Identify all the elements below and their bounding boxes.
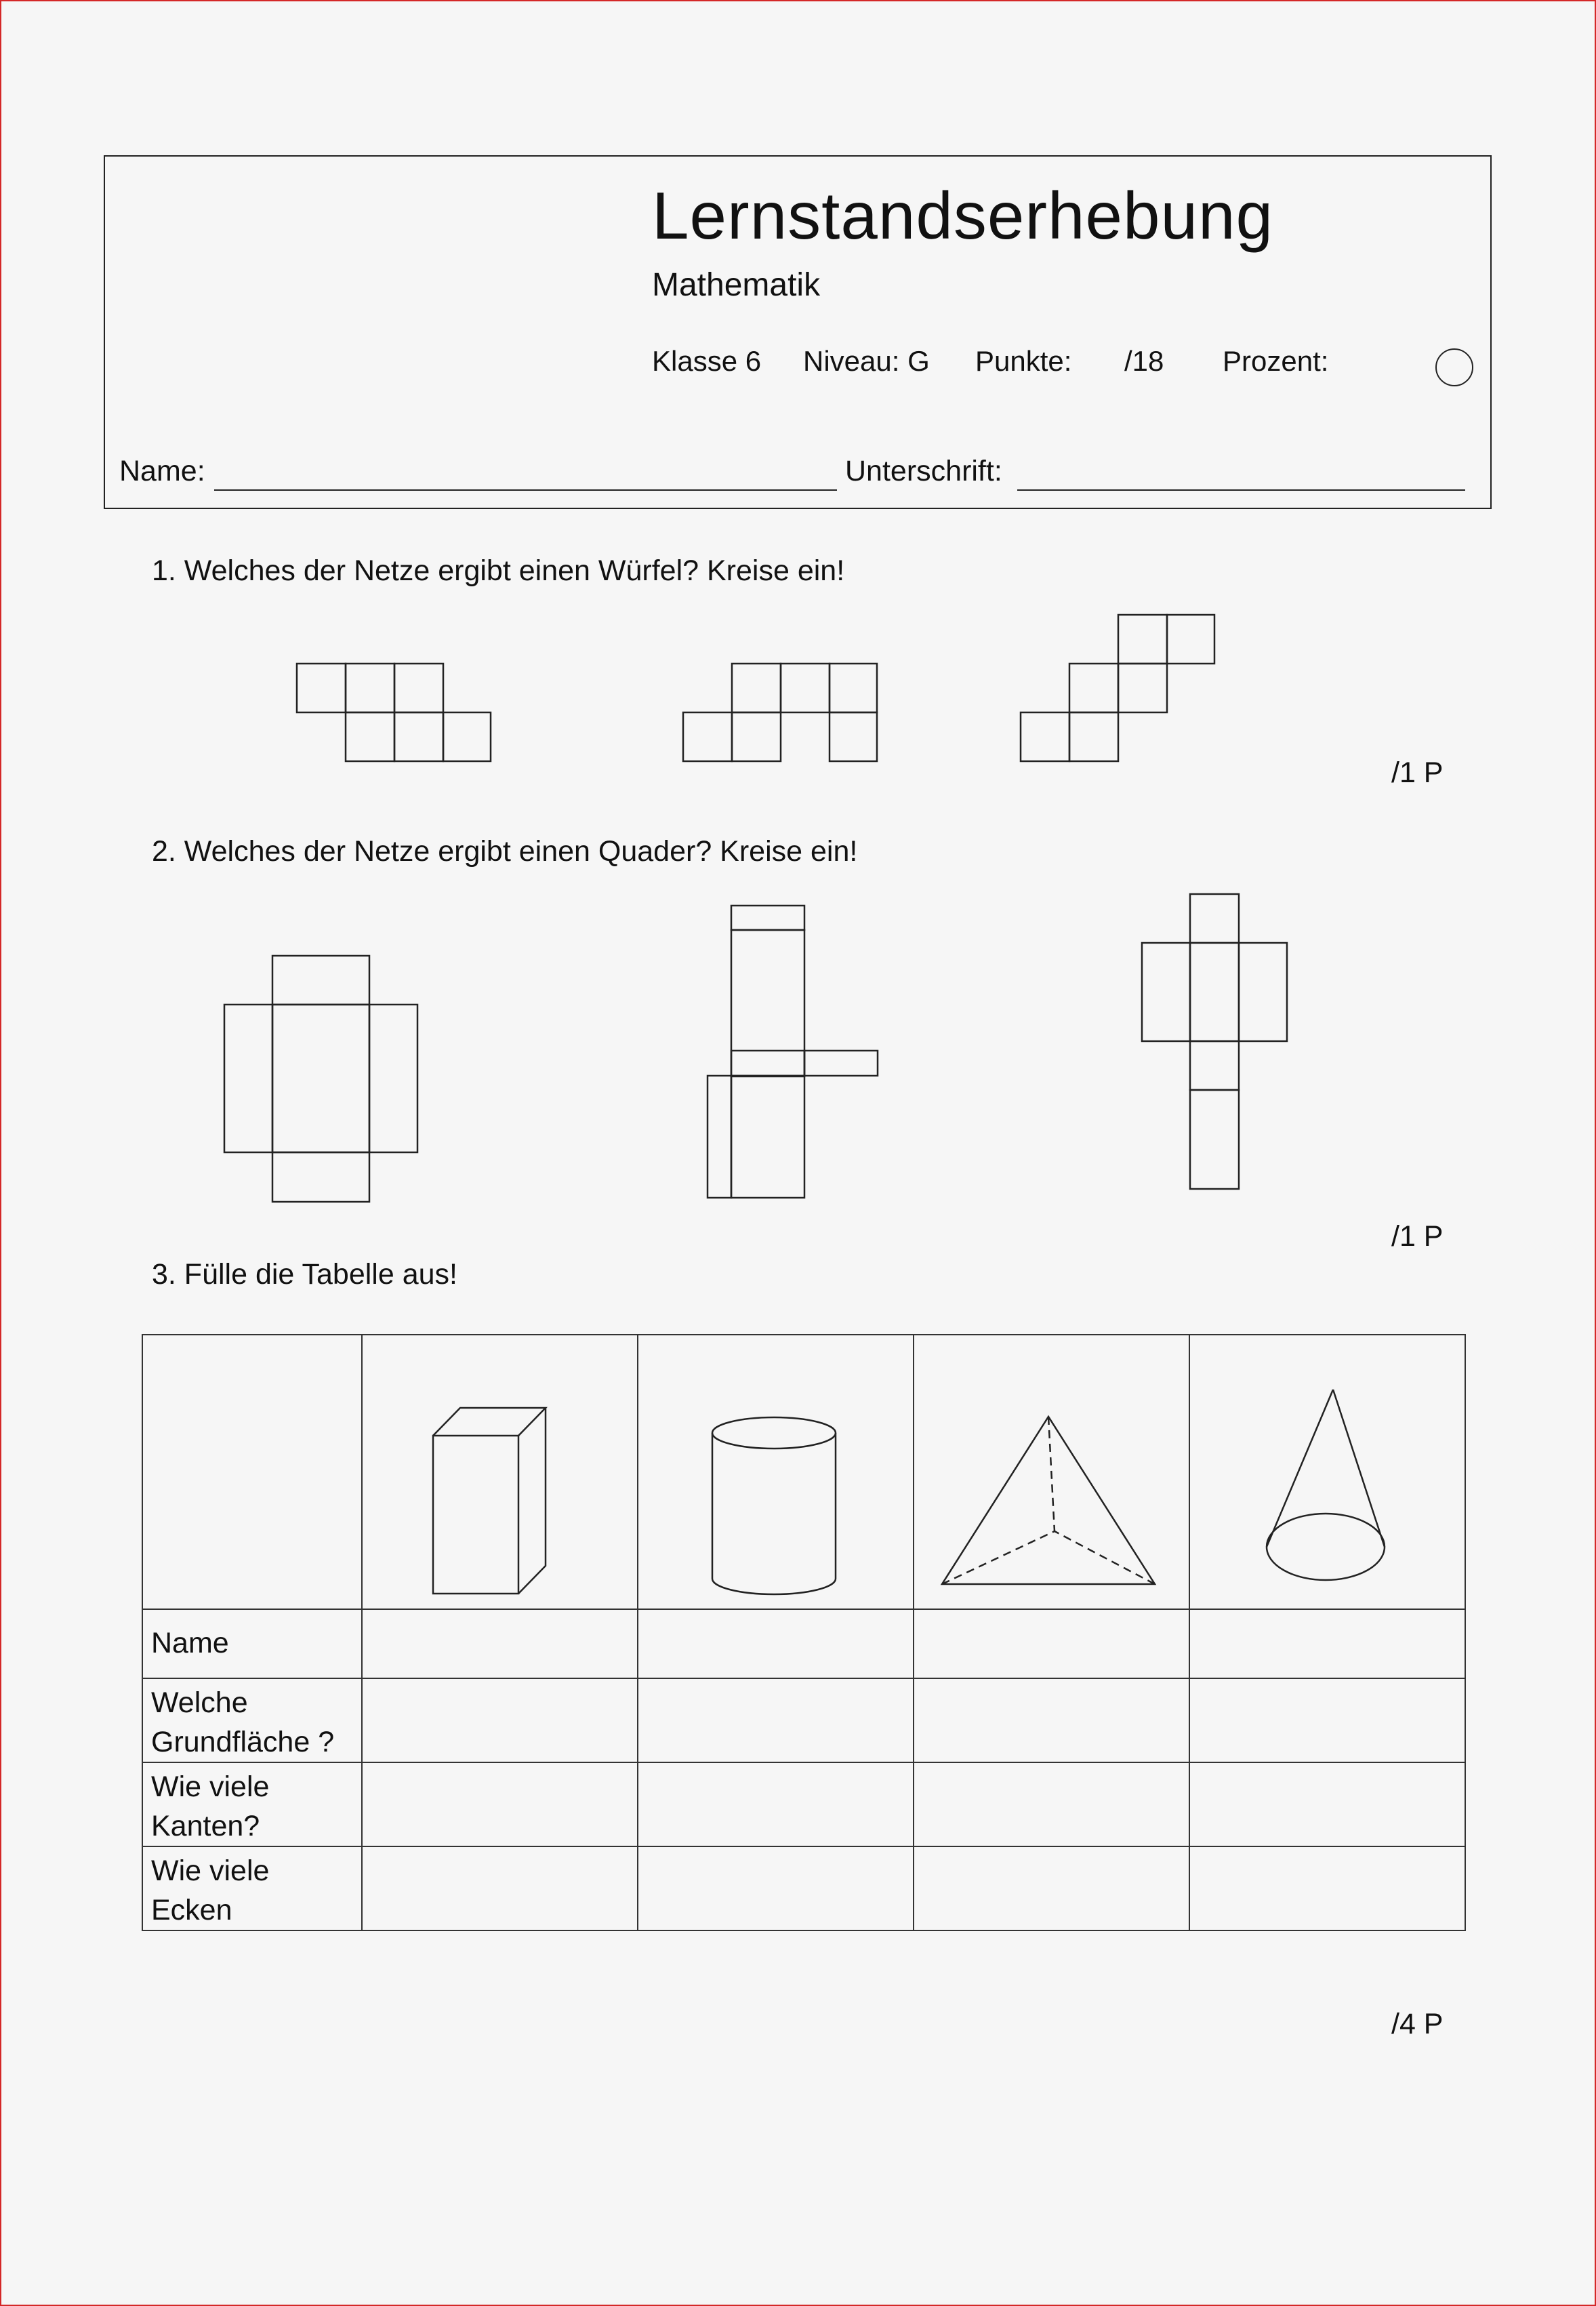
question-1: 1. Welches der Netze ergibt einen Würfel? Kreise ein! <box>152 554 845 587</box>
answer-cell[interactable] <box>914 1609 1189 1678</box>
cuboid-net-a-icon[interactable] <box>223 954 420 1204</box>
cuboid-net-b-icon[interactable] <box>706 904 878 1200</box>
row-label-grundflaeche: Welche Grundfläche ? <box>142 1678 362 1762</box>
answer-cell[interactable] <box>1189 1762 1465 1846</box>
klasse-label: Klasse 6 <box>652 345 762 377</box>
answer-cell[interactable] <box>638 1609 914 1678</box>
pyramid-icon <box>914 1335 1190 1610</box>
name-label: Name: <box>119 455 205 487</box>
answer-cell[interactable] <box>362 1609 638 1678</box>
row-label-name: Name <box>142 1609 362 1678</box>
punkte-label: Punkte: <box>975 345 1072 377</box>
prozent-label: Prozent: <box>1223 345 1329 377</box>
signature-field[interactable] <box>1017 489 1465 491</box>
grade-circle[interactable] <box>1435 348 1473 386</box>
solid-cell <box>914 1335 1189 1609</box>
subject-label: Mathematik <box>652 267 821 303</box>
punkte-max: /18 <box>1124 345 1164 377</box>
niveau-label: Niveau: G <box>803 345 930 377</box>
solids-table <box>142 1334 1466 1931</box>
answer-cell[interactable] <box>914 1762 1189 1846</box>
answer-cell[interactable] <box>362 1846 638 1930</box>
row-label-ecken: Wie viele Ecken <box>142 1846 362 1930</box>
answer-cell[interactable] <box>914 1678 1189 1762</box>
table-corner-cell <box>142 1335 362 1609</box>
answer-cell[interactable] <box>1189 1609 1465 1678</box>
points-q3: /4 P <box>1391 2008 1444 2040</box>
answer-cell[interactable] <box>914 1846 1189 1930</box>
points-q1: /1 P <box>1391 756 1444 789</box>
solid-cell <box>638 1335 914 1609</box>
solid-cell <box>1189 1335 1465 1609</box>
answer-cell[interactable] <box>362 1762 638 1846</box>
signature-label: Unterschrift: <box>845 455 1002 487</box>
answer-cell[interactable] <box>362 1678 638 1762</box>
cylinder-icon <box>638 1335 914 1610</box>
name-field[interactable] <box>214 489 837 491</box>
answer-cell[interactable] <box>638 1846 914 1930</box>
answer-cell[interactable] <box>1189 1678 1465 1762</box>
question-2: 2. Welches der Netze ergibt einen Quader? Kreise ein! <box>152 835 858 868</box>
cone-icon <box>1190 1335 1466 1610</box>
answer-cell[interactable] <box>638 1678 914 1762</box>
page-title: Lernstandserhebung <box>652 178 1274 253</box>
row-label-kanten: Wie viele Kanten? <box>142 1762 362 1846</box>
cube-net-c-icon[interactable] <box>1019 613 1216 763</box>
cuboid-net-c-icon[interactable] <box>1141 893 1288 1191</box>
table-row <box>142 1609 1465 1678</box>
points-q2: /1 P <box>1391 1220 1444 1253</box>
cuboid-icon <box>363 1335 638 1610</box>
table-row <box>142 1678 1465 1762</box>
solid-cell <box>362 1335 638 1609</box>
question-3: 3. Fülle die Tabelle aus! <box>152 1258 457 1291</box>
answer-cell[interactable] <box>1189 1846 1465 1930</box>
table-row <box>142 1762 1465 1846</box>
table-row <box>142 1335 1465 1609</box>
answer-cell[interactable] <box>638 1762 914 1846</box>
cube-net-b-icon[interactable] <box>682 662 878 763</box>
cube-net-a-icon[interactable] <box>295 662 492 763</box>
table-row <box>142 1846 1465 1930</box>
